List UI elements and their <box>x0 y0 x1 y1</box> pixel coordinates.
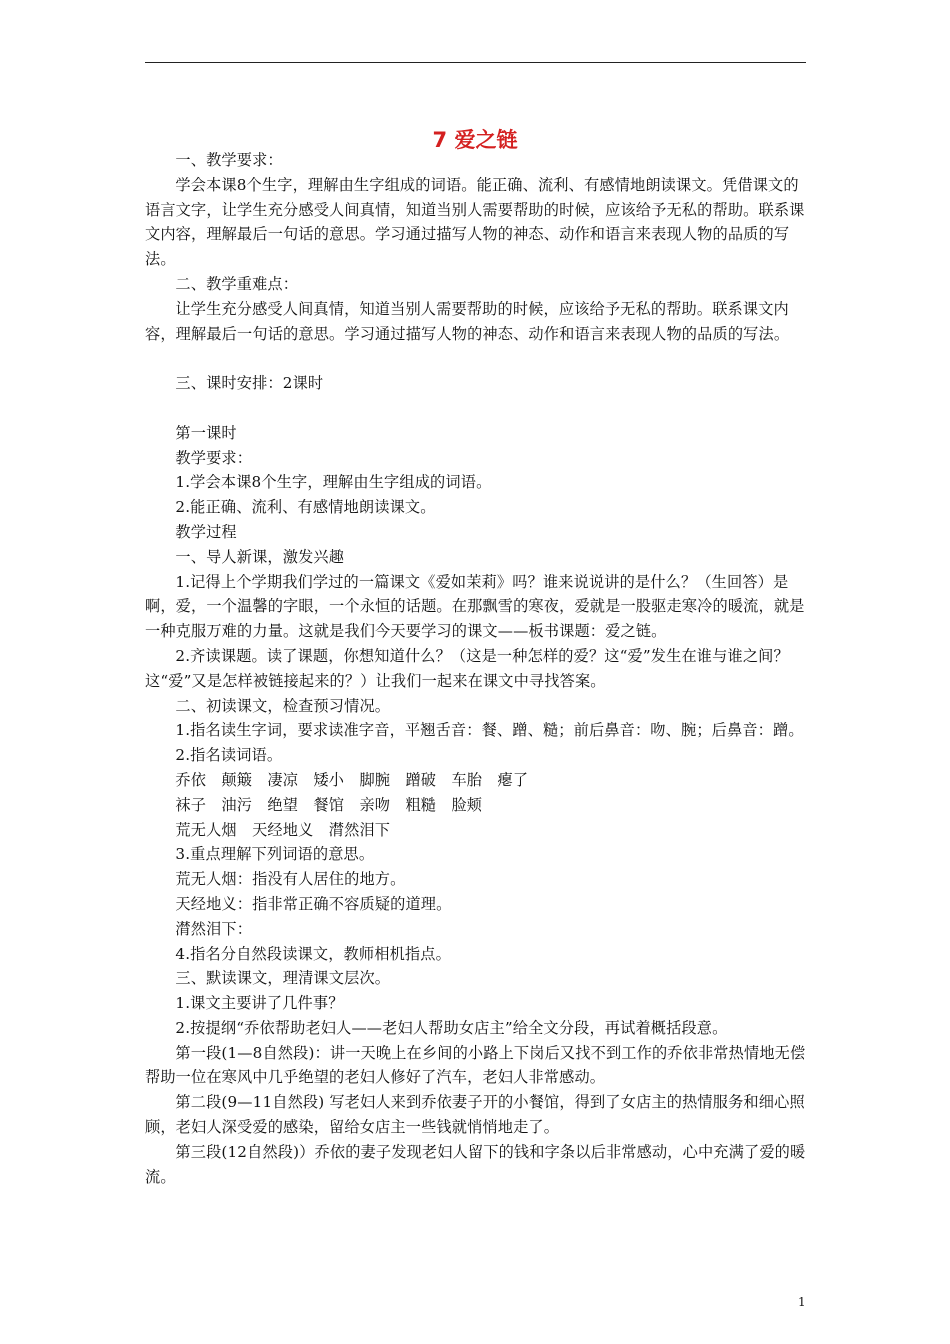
paragraph: 二、初读课文，检查预习情况。 <box>175 696 391 715</box>
paragraph: 一、教学要求： <box>175 151 283 169</box>
paragraph <box>145 346 808 371</box>
paragraph: 1.课文主要讲了几件事？ <box>175 994 344 1013</box>
paragraph: 教学过程 <box>175 522 237 541</box>
paragraph: 荒无人烟：指没有人居住的地方。 <box>175 870 406 889</box>
lesson-title: 7 爱之链 <box>432 128 518 152</box>
paragraph: 第一段(1—8自然段)：讲一天晚上在乡间的小路上下岗后又找不到工作的乔依非常热情地无偿帮助一位在寒风中几乎绝望的老妇人修好了汽车，老妇人非常感动。 <box>145 1043 806 1087</box>
paragraph: 让学生充分感受人间真情，知道当别人需要帮助的时候，应该给予无私的帮助。联系课文内容，理解最后一句话的意思。学习通过描写人物的神态、动作和语言来表现人物的品质的写法。 <box>145 299 790 343</box>
paragraph: 2.齐读课题。读了课题，你想知道什么？（这是一种怎样的爱？这“爱”发生在谁与谁之间？这“爱”又是怎样被链接起来的？）让我们一起来在课文中寻找答案。 <box>145 646 789 690</box>
paragraph: 3.重点理解下列词语的意思。 <box>175 845 375 864</box>
paragraph: 1.指名读生字词，要求读准字音，平翘舌音：餐、蹭、糙；前后鼻音：吻、腕；后鼻音：蹭。 <box>175 721 804 740</box>
lesson-body <box>145 148 808 1189</box>
paragraph: 一、导人新课，激发兴趣 <box>175 547 345 566</box>
paragraph: 1.记得上个学期我们学过的一篇课文《爱如茉莉》吗？谁来说说讲的是什么？（生回答）是啊，爱，一个温馨的字眼，一个永恒的话题。在那飘雪的寒夜，爱就是一股驱走寒冷的暖流，就是一种克服万难的力量。这就是我们今天要学习的课文——板书课题：爱之链。 <box>145 572 805 641</box>
paragraph: 乔依 颠簸 凄凉 矮小 脚腕 蹭破 车胎 瘪了 <box>175 770 529 789</box>
paragraph: 学会本课8个生字，理解由生字组成的词语。能正确、流利、有感情地朗读课文。凭借课文的语言文字，让学生充分感受人间真情，知道当别人需要帮助的时候，应该给予无私的帮助。联系课文内容，理解最后一句话的意思。学习通过描写人物的神态、动作和语言来表现人物的品质的写法。 <box>145 175 805 269</box>
header-rule <box>145 62 806 63</box>
paragraph: 4.指名分自然段读课文，教师相机指点。 <box>175 944 451 963</box>
paragraph: 1.学会本课8个生字，理解由生字组成的词语。 <box>175 473 492 492</box>
paragraph: 2.指名读词语。 <box>175 746 283 765</box>
paragraph: 荒无人烟 天经地义 潸然泪下 <box>175 820 391 839</box>
paragraph: 袜子 油污 绝望 餐馆 亲吻 粗糙 脸颊 <box>175 795 483 814</box>
paragraph: 2.能正确、流利、有感情地朗读课文。 <box>175 498 436 517</box>
paragraph: 三、默读课文，理清课文层次。 <box>175 969 391 988</box>
paragraph: 教学要求： <box>175 448 253 467</box>
page-number: 1 <box>798 1295 806 1309</box>
paragraph <box>145 396 808 421</box>
paragraph: 第三段(12自然段)）乔依的妻子发现老妇人留下的钱和字条以后非常感动，心中充满了爱的暖流。 <box>145 1142 806 1186</box>
paragraph: 二、教学重难点： <box>175 274 299 293</box>
paragraph: 2.按提纲“乔依帮助老妇人——老妇人帮助女店主”给全文分段，再试着概括段意。 <box>175 1018 728 1037</box>
paragraph: 第二段(9—11自然段) 写老妇人来到乔依妻子开的小餐馆，得到了女店主的热情服务和细心照顾，老妇人深受爱的感染，留给女店主一些钱就悄悄地走了。 <box>145 1093 805 1137</box>
paragraph: 潸然泪下： <box>175 919 253 938</box>
paragraph: 第一课时 <box>175 423 237 442</box>
paragraph: 三、课时安排：2课时 <box>175 374 324 393</box>
paragraph: 天经地义：指非常正确不容质疑的道理。 <box>175 894 452 913</box>
